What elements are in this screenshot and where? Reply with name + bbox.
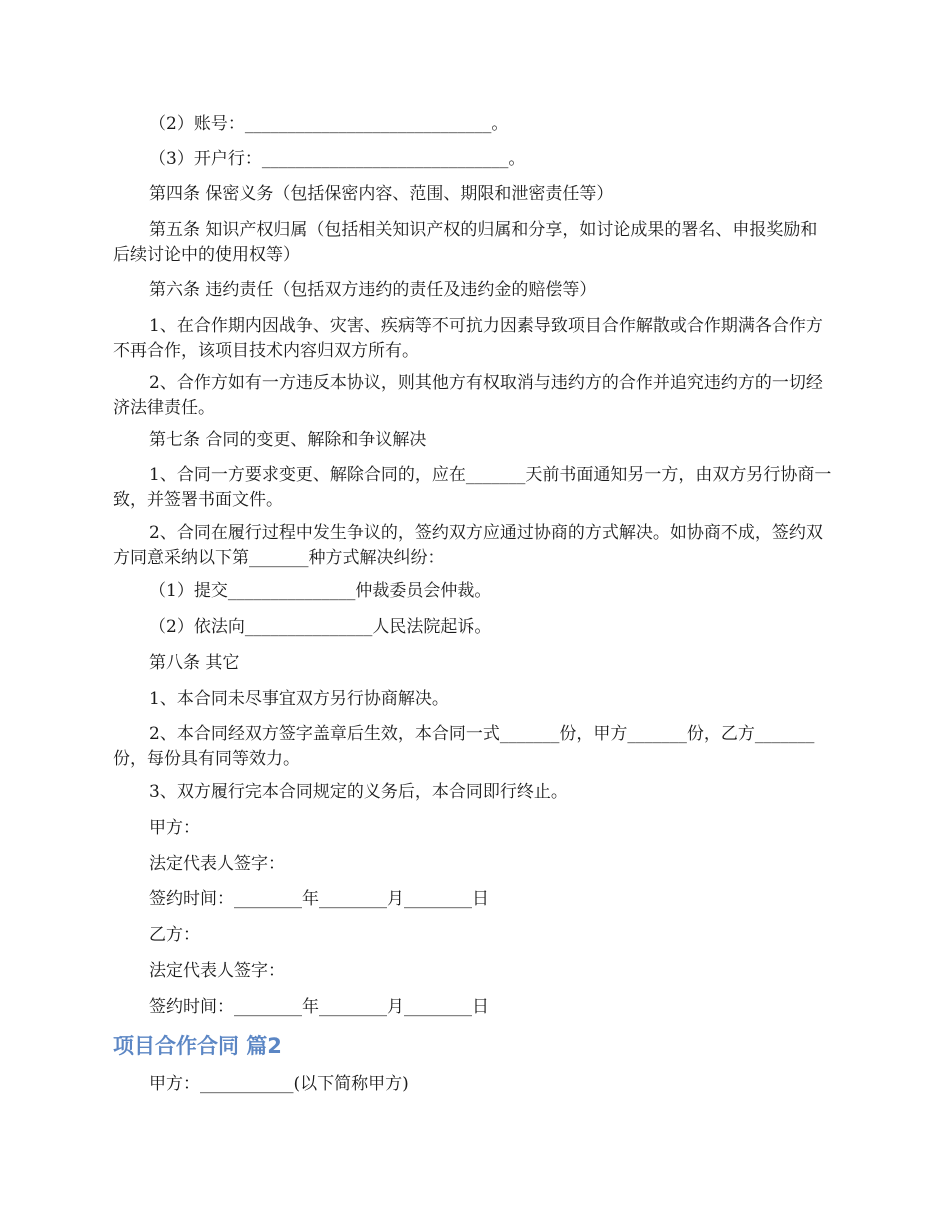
party-a-representative: 法定代表人签字： (149, 854, 285, 874)
party-a-sign-date: 签约时间：________年________月________日 (149, 889, 489, 909)
arbitration-option: （1）提交_______________仲裁委员会仲裁。 (149, 581, 492, 601)
party-b-representative: 法定代表人签字： (149, 961, 285, 981)
article-four-heading: 第四条 保密义务（包括保密内容、范围、期限和泄密责任等） (149, 184, 614, 204)
party-a-intro: 甲方：___________(以下简称甲方) (149, 1074, 409, 1094)
bank-line: （3）开户行：_____________________________。 (149, 149, 526, 169)
article-six-heading: 第六条 违约责任（包括双方违约的责任及违约金的赔偿等） (149, 280, 597, 300)
section-heading: 项目合作合同 篇2 (113, 1034, 282, 1058)
article-five-heading: 第五条 知识产权归属（包括相关知识产权的归属和分享，如讨论成果的署名、申报奖励和后续讨论中的使用权等） (113, 220, 818, 265)
article-eight-clause-2: 2、本合同经双方签字盖章后生效，本合同一式_______份，甲方_______份，乙方_______份，每份具有同等效力。 (113, 724, 815, 769)
article-seven-clause-1: 1、合同一方要求变更、解除合同的，应在_______天前书面通知另一方，由双方另行协商一致，并签署书面文件。 (113, 465, 832, 510)
article-eight-heading: 第八条 其它 (149, 653, 240, 673)
article-seven-clause-2: 2、合同在履行过程中发生争议的，签约双方应通过协商的方式解决。如协商不成，签约双方同意采纳以下第_______种方式解决纠纷： (113, 523, 823, 568)
article-eight-clause-1: 1、本合同未尽事宜双方另行协商解决。 (149, 689, 449, 709)
party-b-label: 乙方： (149, 925, 200, 945)
court-option: （2）依法向_______________人民法院起诉。 (149, 617, 492, 637)
party-b-sign-date: 签约时间：________年________月________日 (149, 997, 489, 1017)
article-seven-heading: 第七条 合同的变更、解除和争议解决 (149, 430, 427, 450)
article-eight-clause-3: 3、双方履行完本合同规定的义务后，本合同即行终止。 (149, 782, 568, 802)
article-six-clause-2: 2、合作方如有一方违反本协议，则其他方有权取消与违约方的合作并追究违约方的一切经济法律责任。 (113, 373, 823, 418)
party-a-label: 甲方： (149, 818, 200, 838)
article-six-clause-1: 1、在合作期内因战争、灾害、疾病等不可抗力因素导致项目合作解散或合作期满各合作方不再合作，该项目技术内容归双方所有。 (113, 316, 823, 361)
account-number-line: （2）账号：_____________________________。 (149, 114, 509, 134)
